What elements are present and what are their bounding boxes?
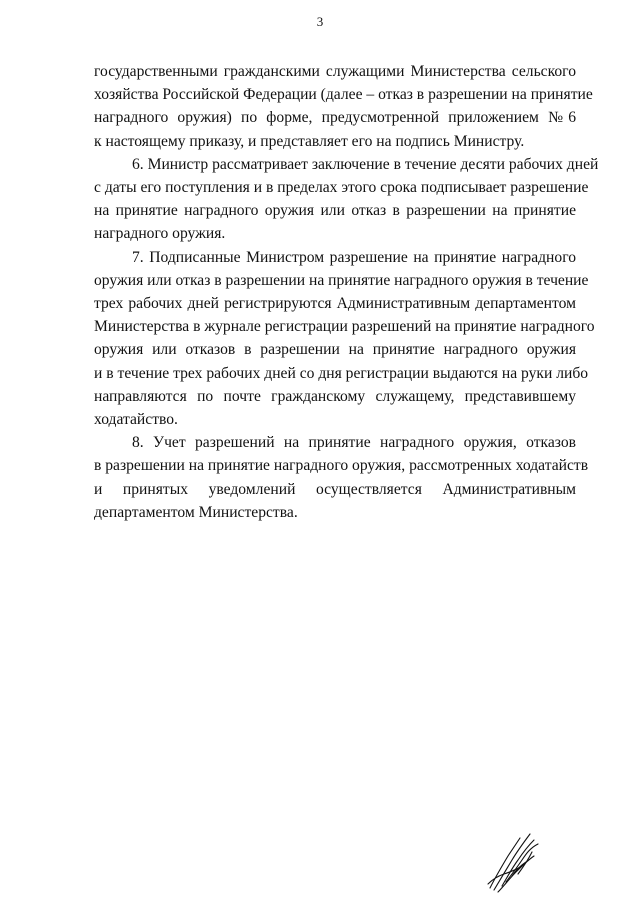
paragraph-7 xyxy=(94,246,595,432)
text-line: на принятие наградного оружия или отказ в разрешении на принятие xyxy=(94,202,576,220)
text-line: департаментом Министерства. xyxy=(94,503,298,521)
text-line: направляются по почте гражданскому служащему, представившему xyxy=(94,387,576,405)
text-line: ходатайство. xyxy=(94,411,178,429)
text-line: в разрешении на принятие наградного оружия, рассмотренных ходатайств xyxy=(94,457,589,475)
text-line: с даты его поступления и в пределах этого срока подписывает разрешение xyxy=(94,179,589,197)
text-line: и в течение трех рабочих дней со дня регистрации выдаются на руки либо xyxy=(94,364,589,382)
text-line: наградного оружия. xyxy=(94,225,226,243)
text-line: 8. Учет разрешений на принятие наградного оружия, отказов xyxy=(132,434,576,452)
paragraph-8 xyxy=(94,431,589,524)
text-line: 6. Министр рассматривает заключение в течение десяти рабочих дней xyxy=(132,155,599,173)
page-number: 3 xyxy=(316,14,324,29)
paragraph-continuation xyxy=(94,60,593,153)
text-line: и принятых уведомлений осуществляется Административным xyxy=(94,480,576,498)
handwritten-signature xyxy=(482,826,552,896)
text-line: наградного оружия) по форме, предусмотренной приложением №6 xyxy=(94,109,576,127)
text-line: оружия или отказов в разрешении на принятие наградного оружия xyxy=(94,341,576,359)
text-line: государственными гражданскими служащими Министерства сельского xyxy=(94,63,576,80)
paragraph-6 xyxy=(94,153,599,246)
text-line: оружия или отказ в разрешении на принятие наградного оружия в течение xyxy=(94,271,589,289)
text-line: хозяйства Российской Федерации (далее – отказ в разрешении на принятие xyxy=(94,86,593,104)
text-line: 7. Подписанные Министром разрешение на принятие наградного xyxy=(132,248,576,266)
text-line: Министерства в журнале регистрации разрешений на принятие наградного xyxy=(94,318,595,336)
text-line: к настоящему приказу, и представляет его на подпись Министру. xyxy=(94,132,525,150)
text-line: трех рабочих дней регистрируются Административным департаментом xyxy=(94,295,576,313)
document-body xyxy=(94,60,599,524)
